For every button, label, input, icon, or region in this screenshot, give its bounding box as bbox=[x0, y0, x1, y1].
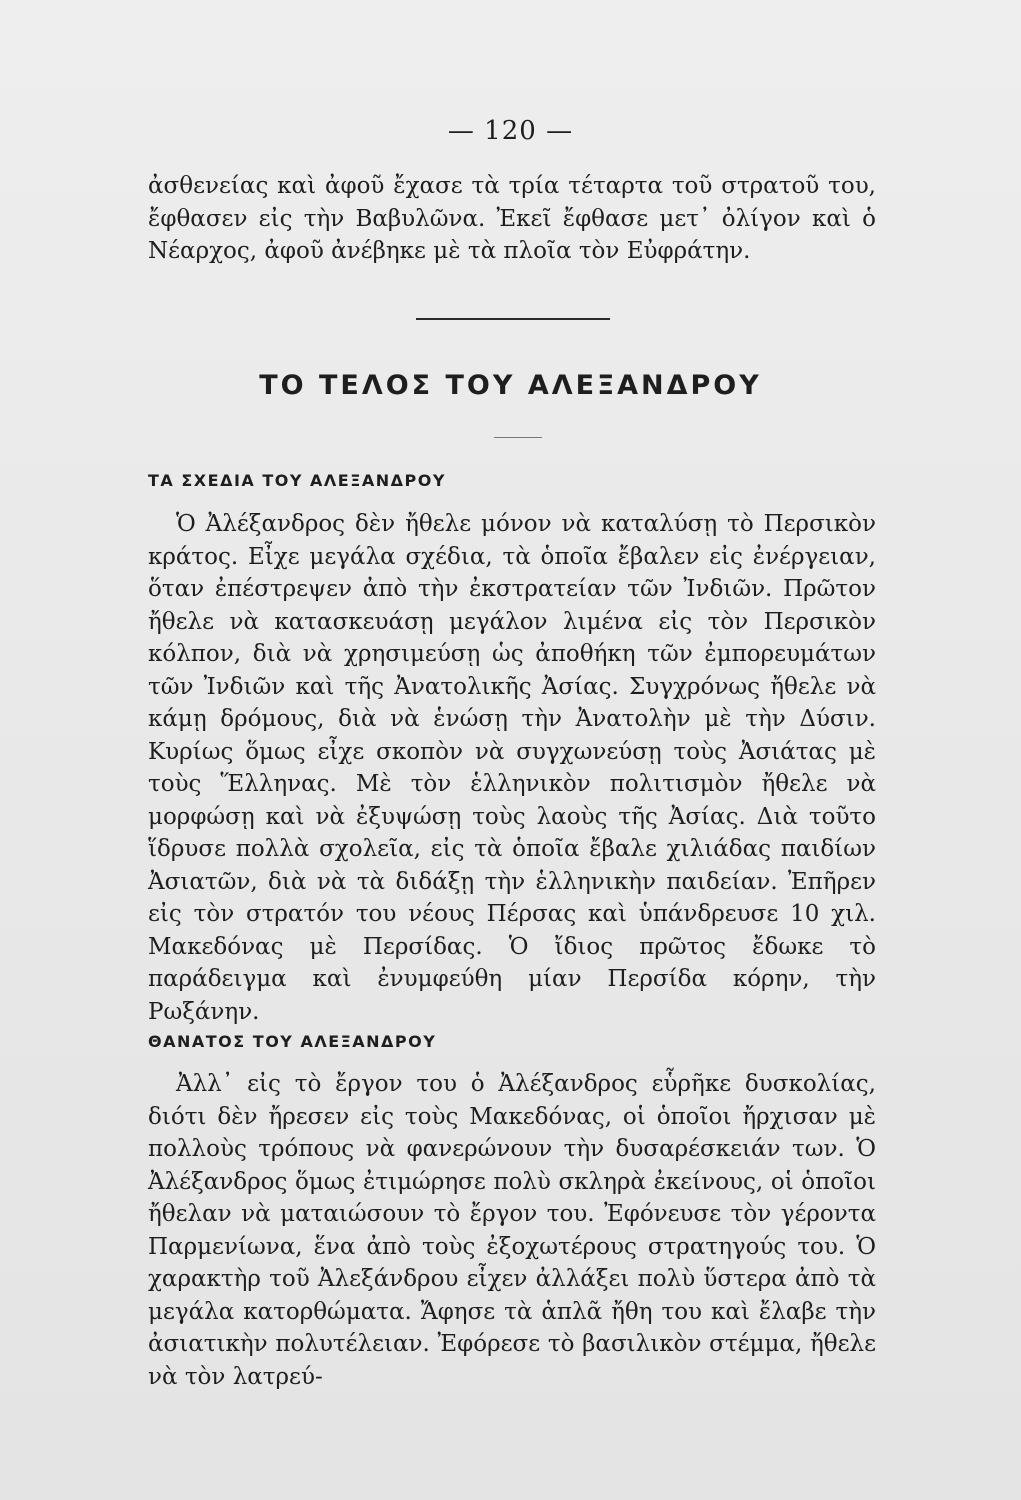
intro-paragraph-block bbox=[148, 170, 876, 268]
section-body-plans bbox=[148, 508, 876, 1028]
page-number: — 120 — bbox=[447, 116, 574, 146]
section-body-death bbox=[148, 1068, 876, 1393]
chapter-title: ΤΟ ΤΕΛΟΣ ΤΟΥ ΑΛΕΞΑΝΔΡΟΥ bbox=[259, 370, 762, 401]
chapter-divider-rule bbox=[416, 318, 610, 320]
section-heading-death: ΘΑΝΑΤΟΣ ΤΟΥ ΑΛΕΞΑΝΔΡΟΥ bbox=[148, 1032, 437, 1051]
paragraph: Ὁ Ἀλέξανδρος δὲν ἤθελε μόνον νὰ καταλύσῃ τὸ Περσικὸν κράτος. Εἶχε μεγάλα σχέδια, τὰ ὁποῖα ἔβαλεν εἰς ἐνέργειαν, ὅταν ἐπέστρεψεν ἀπὸ τὴν ἐκστρατείαν τῶν Ἰνδιῶν. Πρῶτον ἤθελε νὰ κατασκευάσῃ μεγάλον λιμένα εἰς τὸν Περσικὸν κόλπον, διὰ νὰ χρησιμεύσῃ ὡς ἀποθήκη τῶν ἐμπορευμάτων τῶν Ἰνδιῶν καὶ τῆς Ἀνατολικῆς Ἀσίας. Συγχρόνως ἤθελε νὰ κάμῃ δρόμους, διὰ νὰ ἑνώσῃ τὴν Ἀνατολὴν μὲ τὴν Δύσιν. Κυρίως ὅμως εἶχε σκοπὸν νὰ συγχωνεύσῃ τοὺς Ἀσιάτας μὲ τοὺς Ἕλληνας. Μὲ τὸν ἑλληνικὸν πολιτισμὸν ἤθελε νὰ μορφώσῃ καὶ νὰ ἐξυψώσῃ τοὺς λαοὺς τῆς Ἀσίας. Διὰ τοῦτο ἵδρυσε πολλὰ σχολεῖα, εἰς τὰ ὁποῖα ἔβαλε χιλιάδας παιδίων Ἀσιατῶν, διὰ νὰ τὰ διδάξῃ τὴν ἑλληνικὴν παιδείαν. Ἐπῆρεν εἰς τὸν στρατόν του νέους Πέρσας καὶ ὑπάνδρευσε 10 χιλ. Μακεδόνας μὲ Περσίδας. Ὁ ἴδιος πρῶτος ἔδωκε τὸ παράδειγμα καὶ ἐνυμφεύθη μίαν Περσίδα κόρην, τὴν Ρωξάνην. bbox=[148, 511, 876, 1025]
paragraph: Ἀλλ᾽ εἰς τὸ ἔργον του ὁ Ἀλέξανδρος εὗρῆκε δυσκολίας, διότι δὲν ἤρεσεν εἰς τοὺς Μακεδόνας, οἱ ὁποῖοι ἤρχισαν μὲ πολλοὺς τρόπους νὰ φανερώνουν τὴν δυσαρέσκειάν των. Ὁ Ἀλέξανδρος ὅμως ἐτιμώρησε πολὺ σκληρὰ ἐκείνους, οἱ ὁποῖοι ἤθελαν νὰ ματαιώσουν τὸ ἔργον του. Ἐφόνευσε τὸν γέροντα Παρμενίωνα, ἕνα ἀπὸ τοὺς ἐξοχωτέρους στρατηγούς του. Ὁ χαρακτὴρ τοῦ Ἀλεξάνδρου εἶχεν ἀλλάξει πολὺ ὕστερα ἀπὸ τὰ μεγάλα κατορθώματα. Ἄφησε τὰ ἁπλᾶ ἤθη του καὶ ἔλαβε τὴν ἀσιατικὴν πολυτέλειαν. Ἐφόρεσε τὸ βασιλικὸν στέμμα, ἤθελε νὰ τὸν λατρεύ- bbox=[148, 1071, 876, 1390]
title-divider-rule bbox=[494, 437, 542, 438]
intro-paragraph: ἀσθενείας καὶ ἀφοῦ ἔχασε τὰ τρία τέταρτα τοῦ στρατοῦ του, ἔφθασεν εἰς τὴν Βαβυλῶνα. Ἐκεῖ ἔφθασε μετ᾽ ὀλίγον καὶ ὁ Νέαρχος, ἀφοῦ ἀνέβηκε μὲ τὰ πλοῖα τὸν Εὐφράτην. bbox=[148, 173, 876, 264]
section-heading-plans: ΤΑ ΣΧΕΔΙΑ ΤΟΥ ΑΛΕΞΑΝΔΡΟΥ bbox=[148, 471, 446, 490]
